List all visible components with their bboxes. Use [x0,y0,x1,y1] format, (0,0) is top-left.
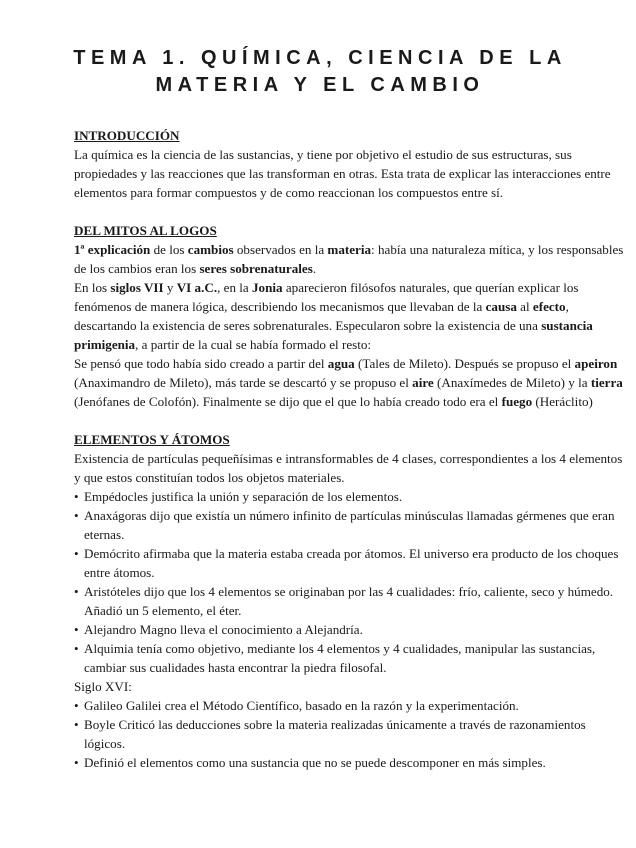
bold-term: tierra [590,375,623,390]
text-run: : había una naturaleza mítica, y los responsables de los cambios eran los [74,242,624,276]
text-run: observados en la [233,242,328,257]
list-item [74,753,624,772]
list-item-text: Demócrito afirmaba que la materia estaba creada por átomos. El universo era producto de los choques entre átomos. [84,546,619,580]
section-spacer [74,202,624,221]
text-run: (Anaximandro de Mileto), más tarde se descartó y se propuso el [74,375,413,390]
text-run: En los [74,280,111,295]
text-run: , a partir de la cual se había formado el resto: [135,337,372,352]
bold-term: Jonia [252,280,283,295]
bold-term: 1ª explicación [74,242,151,257]
list-item-text: Galileo Galilei crea el Método Científico, basado en la razón y la experimentación. [84,698,519,713]
list-item [74,639,624,677]
intro-heading: INTRODUCCIÓN [74,128,180,143]
bullet-icon: • [74,508,79,523]
bold-term: materia [327,242,372,257]
list-item [74,696,624,715]
bold-term: aire [412,375,434,390]
text-run: . [312,261,317,276]
text-run: , descartando la existencia de seres sobrenaturales. Especularon sobre la existencia de una [74,299,569,333]
mitos-paragraph-2 [74,278,624,354]
bold-term: efecto [532,299,566,314]
mitos-paragraph-1 [74,240,624,278]
siglo-label: Siglo XVI: [74,679,132,694]
bold-term: siglos VII [110,280,164,295]
title-line-1: TEMA 1. QUÍMICA, CIENCIA DE LA [73,47,567,69]
bullet-icon: • [74,641,79,656]
elementos-heading: ELEMENTOS Y ÁTOMOS [74,432,230,447]
bullet-icon: • [74,698,79,713]
list-item-text: Definió el elementos como una sustancia que no se puede descomponer en más simples. [84,755,546,770]
bold-term: agua [327,356,355,371]
list-item-text: Aristóteles dijo que los 4 elementos se originaban por las 4 cualidades: frío, caliente, seco y húmedo. Añadió un 5 elemento, el éter. [84,584,614,618]
document-body [74,126,624,772]
intro-paragraph: La química es la ciencia de las sustancias, y tiene por objetivo el estudio de sus estructuras, sus propiedades y las reacciones que las transforman en otras. Esta trata de explicar las interacciones entre elementos para formar compuestos y de como reaccionan los compuestos entre sí. [74,147,611,200]
text-run: de los [150,242,188,257]
bullet-icon: • [74,622,79,637]
text-run: (Tales de Mileto). Después se propuso el [354,356,575,371]
list-item [74,715,624,753]
bullet-icon: • [74,489,79,504]
list-item [74,582,624,620]
bullet-icon: • [74,546,79,561]
bold-term: cambios [187,242,234,257]
list-item-text: Alquimia tenía como objetivo, mediante los 4 elementos y 4 cualidades, manipular las sustancias, cambiar sus cualidades hasta encontrar la piedra filosofal. [84,641,596,675]
text-run: al [516,299,533,314]
page-title [60,45,580,99]
siglo-list [74,696,624,772]
mitos-heading: DEL MITOS AL LOGOS [74,223,217,238]
bold-term: causa [485,299,517,314]
text-run: aparecieron filósofos naturales, que querían explicar los fenómenos de manera lógica, describiendo los mecanismos que llevaban de la [74,280,579,314]
text-run: (Anaxímedes de Mileto) y la [433,375,591,390]
text-run: Se pensó que todo había sido creado a partir del [74,356,328,371]
list-item [74,487,624,506]
bold-term: apeiron [574,356,618,371]
text-run: (Jenófanes de Colofón). Finalmente se dijo que el que lo había creado todo era el [74,394,502,409]
list-item-text: Boyle Criticó las deducciones sobre la materia realizadas únicamente a través de razonamientos lógicos. [84,717,586,751]
bold-term: fuego [501,394,533,409]
elementos-list [74,487,624,677]
list-item [74,506,624,544]
title-line-2: MATERIA Y EL CAMBIO [155,74,485,96]
list-item-text: Empédocles justifica la unión y separación de los elementos. [84,489,403,504]
bold-term: sustancia primigenia [74,318,593,352]
mitos-paragraph-3 [74,354,624,411]
bullet-icon: • [74,584,79,599]
section-spacer [74,411,624,430]
list-item [74,544,624,582]
list-item [74,620,624,639]
text-run: , en la [217,280,252,295]
bullet-icon: • [74,755,79,770]
bullet-icon: • [74,717,79,732]
text-run: y [163,280,177,295]
text-run: (Heráclito) [532,394,593,409]
list-item-text: Anaxágoras dijo que existía un número infinito de partículas minúsculas llamadas gérmenes que eran eternas. [84,508,615,542]
bold-term: VI a.C. [176,280,218,295]
bold-term: seres sobrenaturales [199,261,313,276]
elementos-intro: Existencia de partículas pequeñísimas e intransformables de 4 clases, correspondientes a los 4 elementos y que estos constituían todos los objetos materiales. [74,451,623,485]
list-item-text: Alejandro Magno lleva el conocimiento a Alejandría. [84,622,363,637]
